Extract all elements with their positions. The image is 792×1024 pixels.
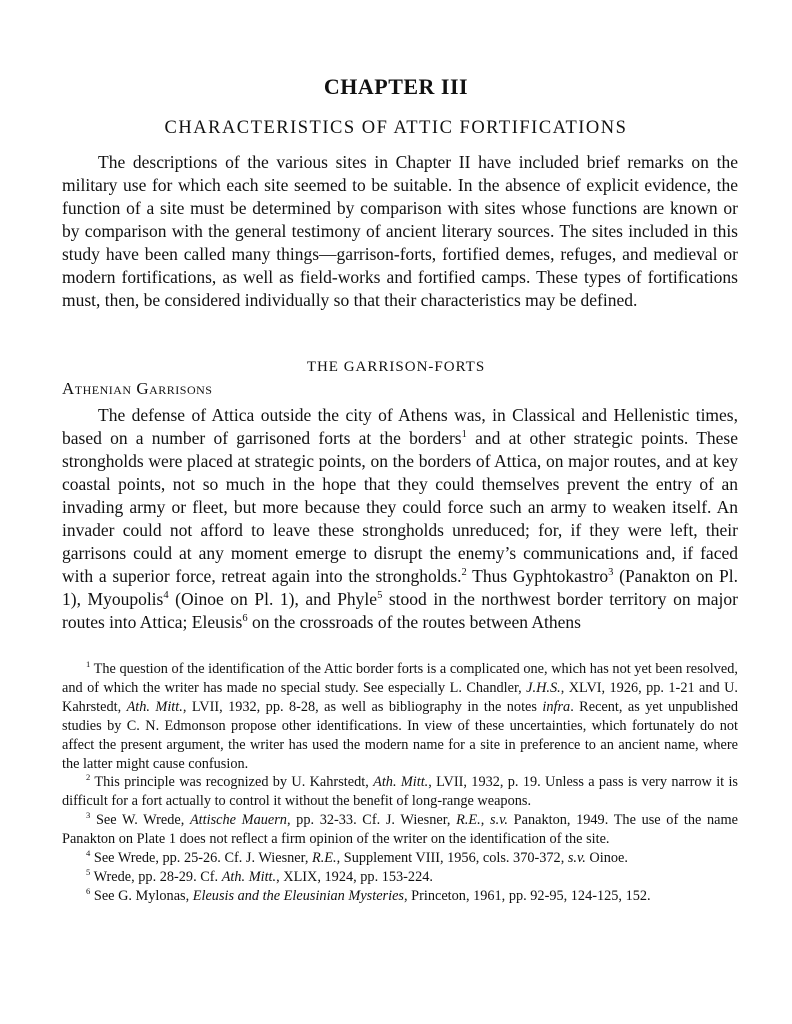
footnote-number: 5: [86, 867, 91, 878]
footnote-ref[interactable]: 4: [163, 590, 169, 602]
text-run: Wrede, pp. 28-29. Cf.: [90, 868, 222, 885]
text-run: The defense of Attica outside the city of Athens was, in Classical and Hellenistic times, based on a number of garrisoned forts at the borders: [62, 405, 738, 448]
footnote-number: 4: [86, 848, 91, 859]
italic-run: Attische Mauern: [189, 812, 287, 829]
text-run: Thus Gyphtokastro: [466, 566, 609, 586]
intro-text: The descriptions of the various sites in Chapter II have included brief remarks on the military use for which each site seemed to be suitable. In the absence of explicit evidence, the function of a site must be determined by comparison with sites whose functions are known or by comparison with the general testimony of ancient literary sources. The sites included in this study have been called many things—garrison-forts, fortified demes, refuges, and medieval or modern fortifications, as well as field-works and fortified camps. These types of fortifications must, then, be considered individually so that their characteristics may be defined.: [62, 152, 738, 310]
italic-run: Ath. Mitt.: [221, 868, 277, 885]
footnote-number: 2: [86, 772, 91, 783]
text-run: , Princeton, 1961, pp. 92-95, 124-125, 152.: [404, 887, 651, 904]
text-run: on the crossroads of the routes between Athens: [247, 612, 581, 632]
footnote-number: 6: [86, 886, 91, 897]
footnote-ref[interactable]: 1: [461, 429, 467, 441]
footnote-5: [62, 868, 738, 887]
subsection-heading: Athenian Garrisons: [62, 379, 213, 398]
chapter-number: CHAPTER III: [323, 74, 469, 99]
italic-run: Eleusis and the Eleusinian Mysteries: [192, 887, 404, 904]
garrison-text: [62, 404, 738, 634]
garrison-paragraph: [62, 404, 738, 634]
footnote-ref[interactable]: 2: [461, 567, 467, 579]
text-run: , XLVI, 1926, pp. 1-21 and U. Kahrstedt,: [62, 679, 738, 715]
chapter-title: CHARACTERISTICS OF ATTIC FORTIFICATIONS: [164, 118, 628, 138]
italic-run: J.H.S.: [526, 679, 561, 696]
footnote-number: 3: [86, 810, 91, 821]
footnotes: [62, 660, 738, 906]
footnote-2: [62, 773, 738, 811]
text-run: Oinoe.: [585, 850, 628, 867]
footnote-3: [62, 811, 738, 849]
italic-run: s.v.: [490, 812, 508, 829]
footnote-ref[interactable]: 5: [377, 590, 383, 602]
text-run: See W. Wrede,: [90, 812, 190, 829]
text-run: The question of the identification of the Attic border forts is a complicated one, which has not yet been resolved, and of which the writer has made no special study. See especially L. Chandler,: [62, 661, 738, 696]
text-run: , pp. 32-33. Cf. J. Wiesner,: [286, 812, 457, 829]
text-run: and at other strategic points. These strongholds were placed at strategic points, on the borders of Attica, on major routes, and at key coastal points, not so much in the hope that they could themselves prevent the entry of an invading army or fleet, but more because they could force such an army to weaken itself. An invader could not afford to leave these strongholds unreduced; for, if they were left, their garrisons could at any moment emerge to disrupt the enemy’s communications and, if faced with a superior force, retreat again into the strongholds.: [62, 428, 738, 586]
text-run: Panakton, 1949. The use of the name Panakton on Plate 1 does not reflect a firm opinion of the writer on the identification of the site.: [62, 812, 738, 848]
italic-run: s.v.: [567, 850, 586, 867]
text-run: , LVII, 1932, pp. 8-28, as well as bibliography in the notes: [182, 698, 543, 715]
text-run: This principle was recognized by U. Kahrstedt,: [90, 774, 374, 791]
italic-run: R.E.: [456, 812, 481, 829]
text-run: See G. Mylonas,: [90, 887, 193, 904]
footnote-number: 1: [86, 659, 91, 670]
text-run: , LVII, 1932, p. 19. Unless a pass is very narrow it is difficult for a fort actually to control it without the benefit of long-range weapons.: [62, 774, 738, 810]
section-heading: THE GARRISON-FORTS: [306, 359, 486, 375]
italic-run: Ath. Mitt.: [126, 698, 183, 715]
footnote-ref[interactable]: 6: [242, 613, 248, 625]
text-run: (Panakton on Pl. 1), Myoupolis: [62, 566, 738, 609]
intro-paragraph: [62, 151, 738, 312]
text-run: See Wrede, pp. 25-26. Cf. J. Wiesner,: [90, 850, 312, 867]
text-run: . Recent, as yet unpublished studies by C. N. Edmonson propose other identifications. In view of these uncertainties, which fortunately do not affect the present argument, the writer has used the modern name for a site in preference to an ancient name, where the latter might cause confusion.: [62, 698, 738, 772]
footnote-ref[interactable]: 3: [608, 567, 614, 579]
text-run: , Supplement VIII, 1956, cols. 370-372,: [336, 850, 568, 867]
text-run: (Oinoe on Pl. 1), and Phyle: [168, 589, 378, 609]
text-run: ,: [480, 812, 490, 829]
italic-run: infra: [542, 698, 571, 715]
text-run: , XLIX, 1924, pp. 153-224.: [276, 868, 433, 885]
footnote-6: [62, 887, 738, 906]
italic-run: Ath. Mitt.: [373, 774, 429, 791]
text-run: stood in the northwest border territory on major routes into Attica; Eleusis: [62, 589, 738, 632]
footnote-4: [62, 849, 738, 868]
italic-run: R.E.: [311, 850, 337, 867]
footnote-1: [62, 660, 738, 773]
